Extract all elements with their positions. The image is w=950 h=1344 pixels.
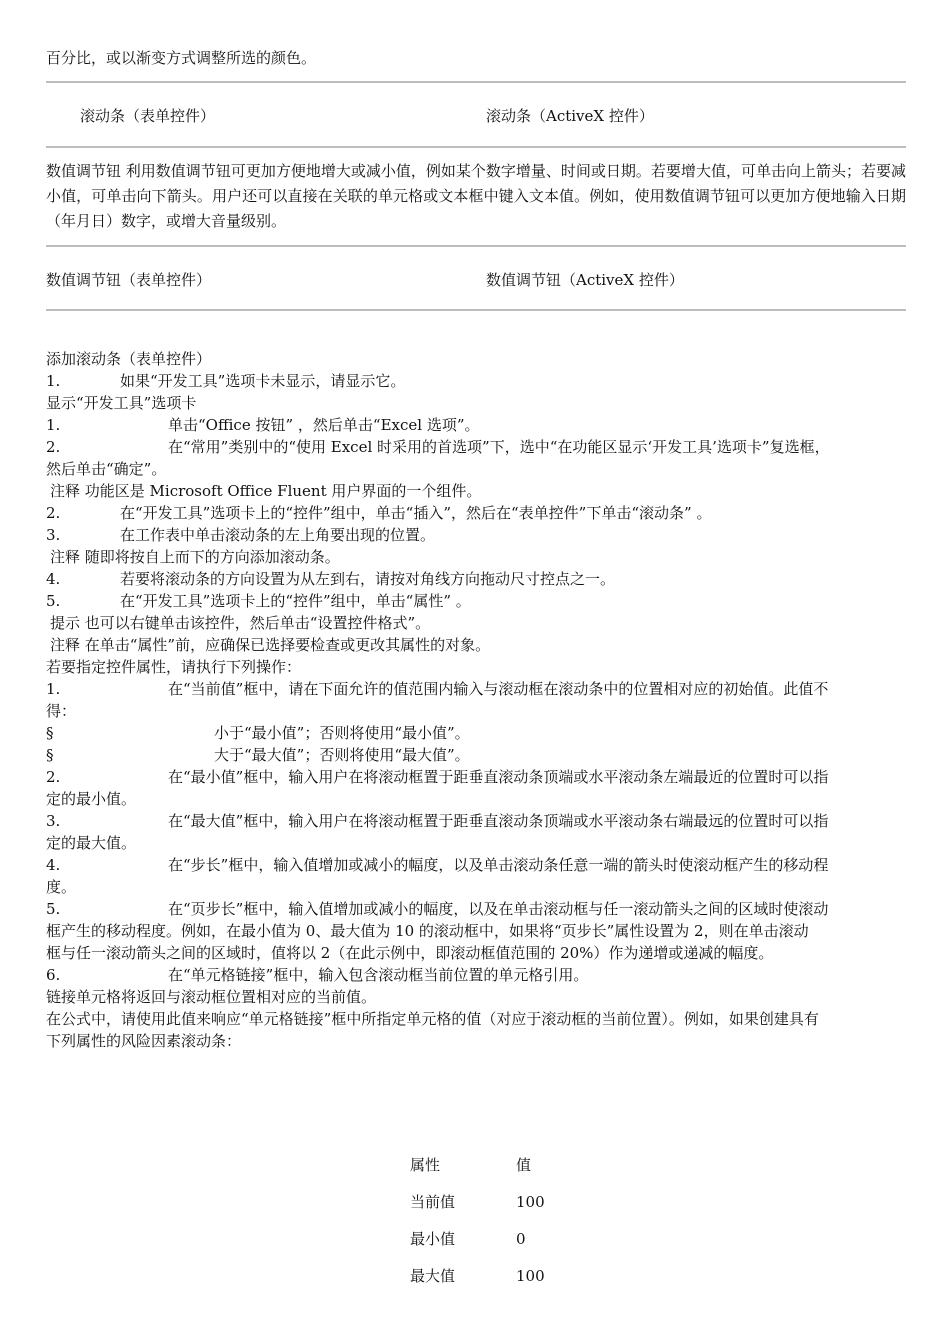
prop-step: 5. 在“页步长”框中，输入值增加或减小的幅度，以及在单击滚动框与任一滚动箭头之间的区域时使滚动: [46, 900, 829, 918]
intro-tail: 百分比，或以渐变方式调整所选的颜色。: [46, 49, 317, 67]
step-item: 1. 如果“开发工具”选项卡未显示，请显示它。: [46, 372, 406, 390]
spinner-form-label: 数值调节钮（表单控件）: [46, 271, 212, 289]
step-item: 5. 在“开发工具”选项卡上的“控件”组中，单击“属性” 。: [46, 592, 471, 610]
divider: [46, 81, 906, 83]
table-header: 属性 值: [410, 1156, 532, 1174]
spinner-activex-label: 数值调节钮（ActiveX 控件）: [486, 271, 684, 289]
sub-step: 2. 在“常用”类别中的“使用 Excel 时采用的首选项”下，选中“在功能区显示‘开发工具’选项卡”复选框，: [46, 438, 830, 456]
formula-para: 在公式中，请使用此值来响应“单元格链接”框中所指定单元格的值（对应于滚动框的当前位置）。例如，如果创建具有: [46, 1010, 819, 1028]
prop-step-cont: 框产生的移动程度。例如，在最小值为 0、最大值为 10 的滚动框中，如果将“页步长”属性设置为 2，则在单击滚动: [46, 922, 809, 940]
sub-step-cont: 然后单击“确定”。: [46, 460, 167, 478]
bullet-item: § 小于“最小值”；否则将使用“最小值”。: [46, 724, 470, 742]
instructions: [46, 348, 906, 1052]
section-title: 添加滚动条（表单控件）: [46, 350, 212, 368]
step-item: 2. 在“开发工具”选项卡上的“控件”组中，单击“插入”，然后在“表单控件”下单击“滚动条” 。: [46, 504, 712, 522]
prop-step: 6. 在“单元格链接”框中，输入包含滚动框当前位置的单元格引用。: [46, 966, 589, 984]
step-item: 3. 在工作表中单击滚动条的左上角要出现的位置。: [46, 526, 436, 544]
tip: 提示 也可以右键单击该控件，然后单击“设置控件格式”。: [50, 614, 431, 632]
prop-step: 2. 在“最小值”框中，输入用户在将滚动框置于距垂直滚动条顶端或水平滚动条左端最近的位置时可以指: [46, 768, 829, 786]
spinner-row: [46, 248, 906, 312]
divider: [46, 146, 906, 148]
table-row: 最小值 0: [410, 1230, 526, 1248]
sub-step: 1. 单击“Office 按钮” ，然后单击“Excel 选项”。: [46, 416, 480, 434]
prop-step-cont: 度。: [46, 878, 77, 896]
subsection-title: 显示“开发工具”选项卡: [46, 394, 197, 412]
prop-step: 3. 在“最大值”框中，输入用户在将滚动框置于距垂直滚动条顶端或水平滚动条右端最远的位置时可以指: [46, 812, 829, 830]
props-intro: 若要指定控件属性，请执行下列操作：: [46, 658, 302, 676]
properties-table: [410, 1154, 545, 1302]
formula-para: 下列属性的风险因素滚动条：: [46, 1032, 242, 1050]
prop-step-cont: 框与任一滚动箭头之间的区域时，值将以 2（在此示例中，即滚动框值范围的 20%）作为递增或递减的幅度。: [46, 944, 774, 962]
prop-step: 1. 在“当前值”框中，请在下面允许的值范围内输入与滚动框在滚动条中的位置相对应的初始值。此值不: [46, 680, 829, 698]
spinner-paragraph: 数值调节钮 利用数值调节钮可更加方便地增大或减小值，例如某个数字增量、时间或日期。若要增大值，可单击向上箭头；若要减小值，可单击向下箭头。用户还可以直接在关联的单元格或文本框中键入文本值。例如，使用数值调节钮可以更加方便地输入日期（年月日）数字，或增大音量级别。: [46, 162, 906, 230]
note: 注释 随即将按自上而下的方向添加滚动条。: [50, 548, 340, 566]
prop-step: 4. 在“步长”框中，输入值增加或减小的幅度，以及单击滚动条任意一端的箭头时使滚动框产生的移动程: [46, 856, 829, 874]
table-row: 最大值 100: [410, 1267, 545, 1285]
divider: [46, 309, 906, 311]
prop-step-cont: 定的最小值。: [46, 790, 137, 808]
note: 注释 在单击“属性”前，应确保已选择要检查或更改其属性的对象。: [50, 636, 491, 654]
prop-step-cont: 得：: [46, 702, 77, 720]
link-return: 链接单元格将返回与滚动框位置相对应的当前值。: [46, 988, 377, 1006]
scrollbar-form-label: 滚动条（表单控件）: [80, 107, 216, 125]
scrollbar-row: [46, 84, 906, 148]
note: 注释 功能区是 Microsoft Office Fluent 用户界面的一个组件。: [50, 482, 482, 500]
prop-step-cont: 定的最大值。: [46, 834, 137, 852]
table-row: 当前值 100: [410, 1193, 545, 1211]
bullet-item: § 大于“最大值”；否则将使用“最大值”。: [46, 746, 470, 764]
scrollbar-activex-label: 滚动条（ActiveX 控件）: [486, 107, 654, 125]
divider: [46, 245, 906, 247]
step-item: 4. 若要将滚动条的方向设置为从左到右，请按对角线方向拖动尺寸控点之一。: [46, 570, 616, 588]
